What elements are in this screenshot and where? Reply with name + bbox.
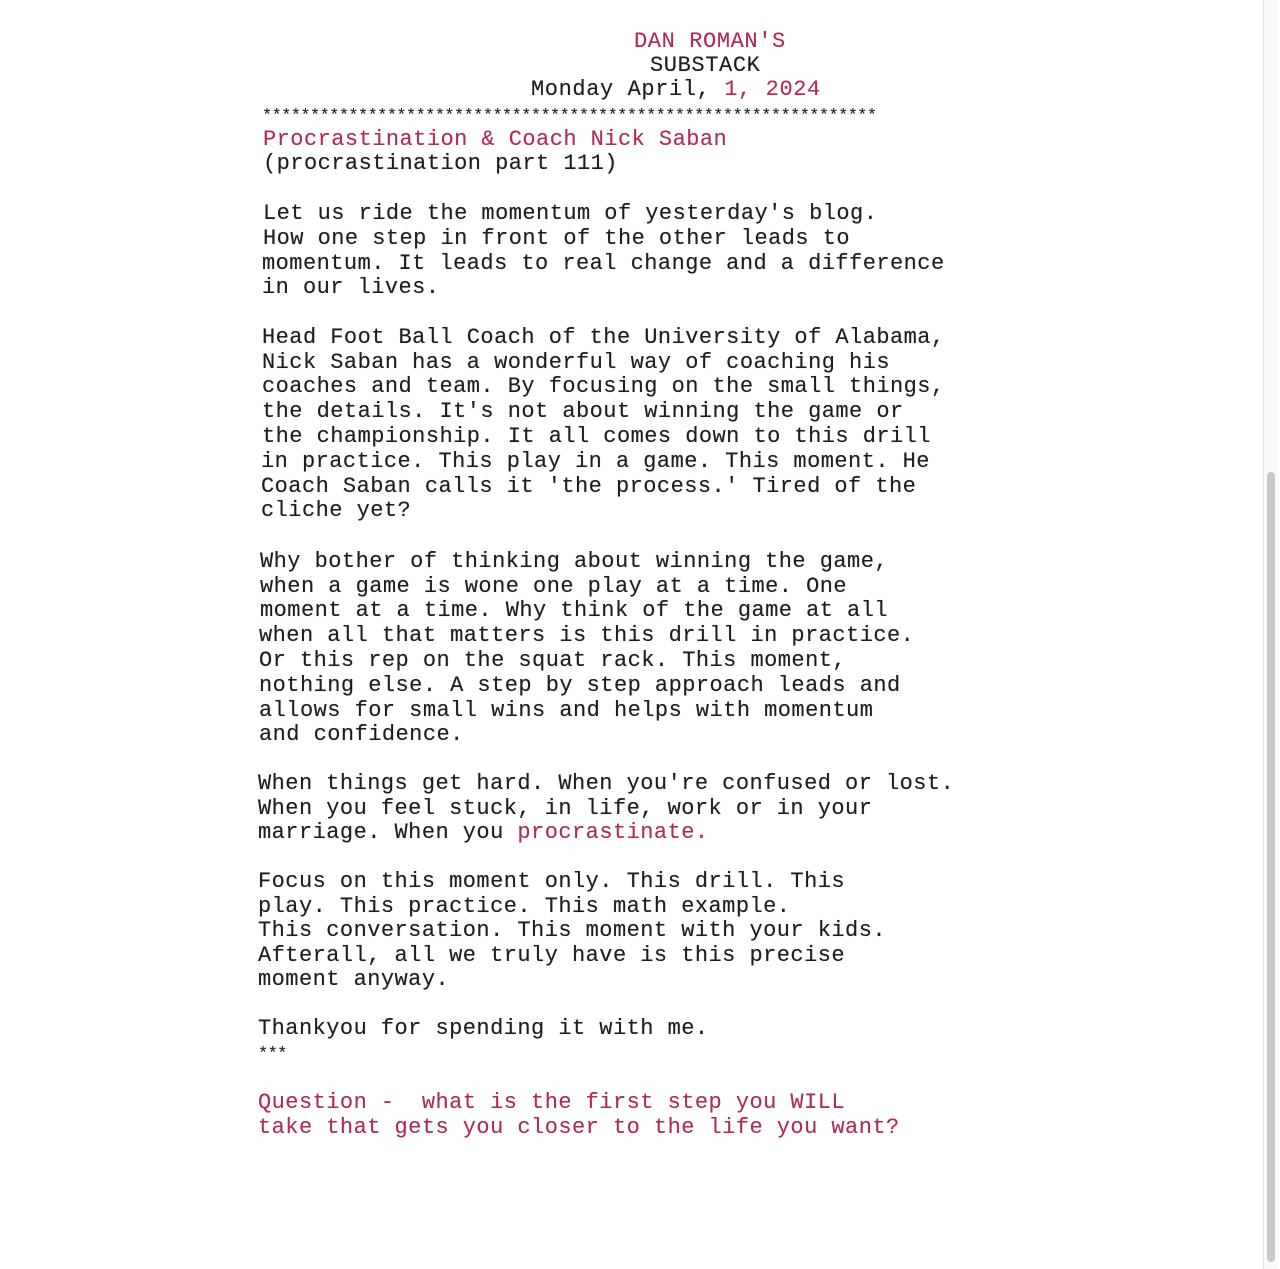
paragraph-5-line-2: play. This practice. This math example. bbox=[258, 894, 791, 919]
paragraph-1-line-1: Let us ride the momentum of yesterday's blog. bbox=[263, 201, 878, 226]
paragraph-3-line-6: nothing else. A step by step approach leads and bbox=[259, 673, 901, 698]
paragraph-2-line-7: Coach Saban calls it 'the process.' Tired of the bbox=[261, 474, 917, 499]
publication-heading: SUBSTACK bbox=[650, 53, 761, 78]
paragraph-3-line-3: moment at a time. Why think of the game at all bbox=[260, 598, 888, 623]
question-line-1: Question - what is the first step you WILL bbox=[258, 1090, 846, 1115]
date-highlight: 1, 2024 bbox=[724, 77, 821, 102]
procrastinate-highlight: procrastinate. bbox=[517, 820, 709, 845]
vertical-scrollbar[interactable] bbox=[1263, 0, 1278, 1269]
scrollbar-thumb[interactable] bbox=[1267, 472, 1275, 1262]
paragraph-3-line-2: when a game is wone one play at a time. One bbox=[260, 574, 848, 599]
paragraph-1-line-4: in our lives. bbox=[262, 275, 440, 300]
paragraph-2-line-3: coaches and team. By focusing on the small things, bbox=[262, 374, 945, 399]
paragraph-3-line-8: and confidence. bbox=[259, 722, 464, 747]
paragraph-4-line-3-text: marriage. When you bbox=[258, 820, 518, 845]
paragraph-5-line-1: Focus on this moment only. This drill. This bbox=[258, 869, 846, 894]
paragraph-5-line-4: Afterall, all we truly have is this precise bbox=[258, 943, 846, 968]
paragraph-2-line-5: the championship. It all comes down to this drill bbox=[262, 424, 931, 449]
paragraph-4-line-1: When things get hard. When you're confused or lost. bbox=[258, 771, 955, 796]
post-subtitle: (procrastination part 111) bbox=[263, 151, 618, 176]
paragraph-5-line-5: moment anyway. bbox=[258, 967, 450, 992]
paragraph-3-line-5: Or this rep on the squat rack. This moment, bbox=[259, 648, 847, 673]
date-prefix: Monday April, bbox=[531, 77, 725, 102]
paragraph-5-line-3: This conversation. This moment with your kids. bbox=[258, 918, 886, 943]
paragraph-2-line-4: the details. It's not about winning the game or bbox=[262, 399, 904, 424]
closing-stars: *** bbox=[258, 1045, 287, 1064]
paragraph-2-line-6: in practice. This play in a game. This moment. He bbox=[261, 449, 930, 474]
paragraph-3-line-1: Why bother of thinking about winning the game, bbox=[260, 549, 888, 574]
closing-line: Thankyou for spending it with me. bbox=[258, 1016, 709, 1041]
author-heading: DAN ROMAN'S bbox=[634, 29, 786, 54]
paragraph-4-line-2: When you feel stuck, in life, work or in your bbox=[258, 796, 873, 821]
paragraph-2-line-8: cliche yet? bbox=[261, 498, 412, 523]
paragraph-1-line-2: How one step in front of the other leads to bbox=[263, 226, 851, 251]
post-title: Procrastination & Coach Nick Saban bbox=[263, 127, 728, 152]
question-line-2: take that gets you closer to the life you want? bbox=[258, 1115, 900, 1140]
paragraph-3-line-7: allows for small wins and helps with momentum bbox=[259, 698, 874, 723]
paragraph-1-line-3: momentum. It leads to real change and a difference bbox=[262, 251, 945, 276]
date-line bbox=[531, 78, 821, 102]
paragraph-4-line-3 bbox=[258, 821, 709, 845]
star-divider: **************************************************************** bbox=[262, 107, 877, 126]
paragraph-2-line-1: Head Foot Ball Coach of the University of Alabama, bbox=[262, 325, 945, 350]
paragraph-3-line-4: when all that matters is this drill in practice. bbox=[259, 623, 915, 648]
paragraph-2-line-2: Nick Saban has a wonderful way of coaching his bbox=[262, 350, 890, 375]
